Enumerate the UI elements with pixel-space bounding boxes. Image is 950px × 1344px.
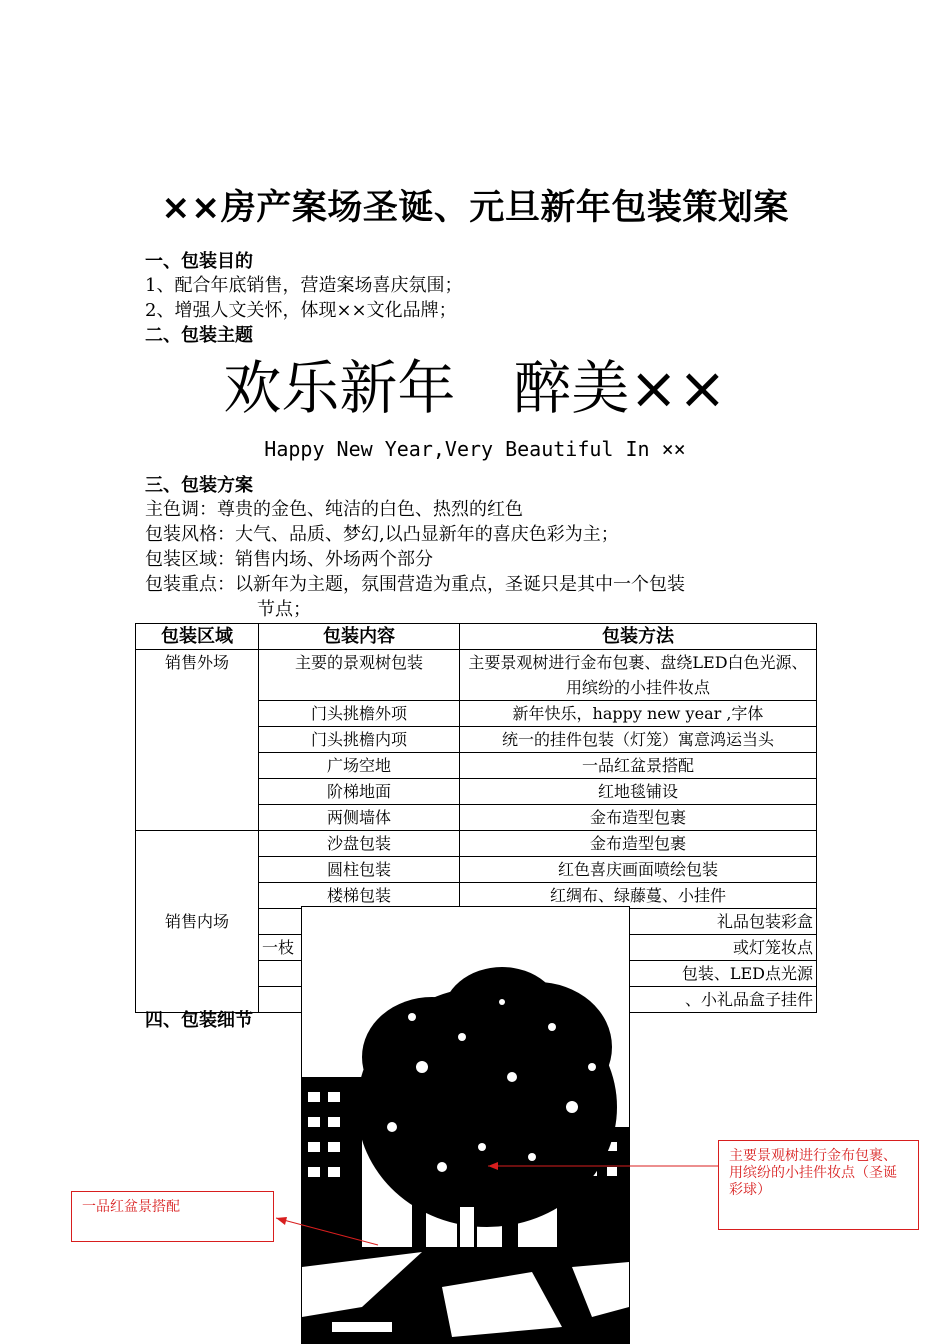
cell-method: 主要景观树进行金布包裹、盘绕LED白色光源、用缤纷的小挂件妆点 <box>460 650 817 701</box>
callout-right: 主要景观树进行金布包裹、用缤纷的小挂件妆点（圣诞彩球） <box>718 1140 919 1230</box>
plan-area: 包装区域：销售内场、外场两个部分 <box>145 549 433 570</box>
cell-method: 礼品包装彩盒 <box>460 909 817 935</box>
section-heading-purpose: 一、包装目的 <box>145 251 253 272</box>
cell-content: 圆柱包装 <box>259 857 460 883</box>
arrow-head-left <box>276 1217 287 1225</box>
cell-method: 、小礼品盒子挂件 <box>460 987 817 1013</box>
purpose-item-1: 1、配合年底销售，营造案场喜庆氛围； <box>145 275 463 296</box>
area-inner: 销售内场 <box>136 831 259 1013</box>
plan-focus-line1: 包装重点：以新年为主题，氛围营造为重点，圣诞只是其中一个包装 <box>145 574 685 595</box>
cell-content: 两侧墙体 <box>259 805 460 831</box>
cell-content: 主要的景观树包装 <box>259 650 460 701</box>
theme-english: Happy New Year,Very Beautiful In ×× <box>264 437 686 461</box>
purpose-item-2: 2、增强人文关怀，体现××文化品牌； <box>145 300 457 321</box>
section-heading-theme: 二、包装主题 <box>145 325 253 346</box>
header-area: 包装区域 <box>136 624 259 650</box>
cell-method: 红地毯铺设 <box>460 779 817 805</box>
cell-content: 阶梯地面 <box>259 779 460 805</box>
area-outer: 销售外场 <box>136 650 259 831</box>
section-heading-details: 四、包装细节 <box>145 1010 253 1031</box>
cell-method: 金布造型包裹 <box>460 831 817 857</box>
arrow-head-right <box>488 1162 498 1170</box>
cell-method: 金布造型包裹 <box>460 805 817 831</box>
callout-left: 一品红盆景搭配 <box>71 1191 274 1242</box>
plan-color: 主色调：尊贵的金色、纯洁的白色、热烈的红色 <box>145 499 523 520</box>
cell-method: 红色喜庆画面喷绘包装 <box>460 857 817 883</box>
cell-method: 红绸布、绿藤蔓、小挂件 <box>460 883 817 909</box>
header-content: 包装内容 <box>259 624 460 650</box>
cell-method: 一品红盆景搭配 <box>460 753 817 779</box>
plan-style: 包装风格：大气、品质、梦幻,以凸显新年的喜庆色彩为主； <box>145 524 619 545</box>
cell-method: 包装、LED点光源 <box>460 961 817 987</box>
plan-focus-line2: 节点； <box>257 599 311 620</box>
cell-content: 广场空地 <box>259 753 460 779</box>
cell-content: 沙盘包装 <box>259 831 460 857</box>
section-heading-plan: 三、包装方案 <box>145 475 253 496</box>
header-method: 包装方法 <box>460 624 817 650</box>
arrow-line-left <box>276 1218 378 1245</box>
cell-method: 或灯笼妆点 <box>460 935 817 961</box>
cell-content: 门头挑檐内项 <box>259 727 460 753</box>
cell-content: 门头挑檐外项 <box>259 701 460 727</box>
cell-content: 一枝 <box>259 935 460 961</box>
cell-method: 统一的挂件包装（灯笼）寓意鸿运当头 <box>460 727 817 753</box>
theme-chinese: 欢乐新年 醉美×× <box>223 354 727 422</box>
cell-method: 新年快乐，happy new year ,字体 <box>460 701 817 727</box>
document-title: ××房产案场圣诞、元旦新年包装策划案 <box>161 188 789 228</box>
cell-content: 楼梯包装 <box>259 883 460 909</box>
